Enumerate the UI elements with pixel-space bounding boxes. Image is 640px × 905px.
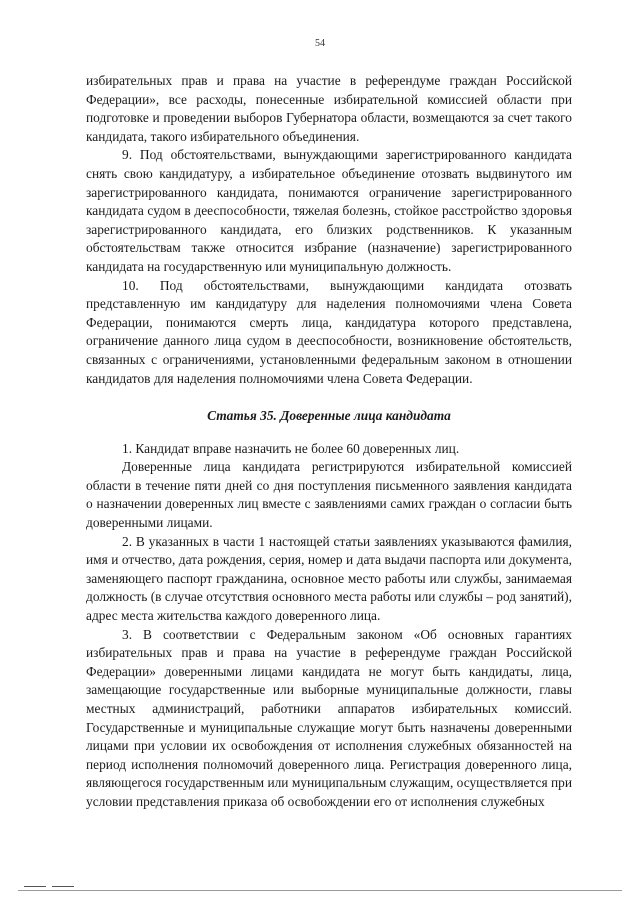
article-paragraph-3: 3. В соответствии с Федеральным законом «Об основных гарантиях избирательных прав и права на участие в референдуме граждан Российской Федерации» доверенными лицами кандидата не могут быть кандидаты, лица, замещающие государственные или выборные муниципальные должности, главы местных администраций, работники аппаратов избирательных комиссий. Государственные и муниципальные служащие могут быть назначены доверенными лицами при условии их освобождения от исполнения служебных обязанностей на период исполнения полномочий доверенного лица. Регистрация доверенного лица, являющегося государственным или муниципальным служащим, осуществляется при условии представления приказа об освобождении его от исполнения служебных (86, 626, 572, 809)
paragraph-item-9: 9. Под обстоятельствами, вынуждающими зарегистрированного кандидата снять свою кандидатуру, а избирательное объединение отозвать выдвинутого им зарегистрированного кандидата, понимаются ограничение зарегистрированного кандидата судом в дееспособности, тяжелая болезнь, стойкое расстройство здоровья зарегистрированного кандидата, его близких родственников. К указанным обстоятельствам также относится избрание (назначение) зарегистрированного кандидата на государственную или муниципальную должность. (86, 147, 572, 274)
paragraph-continuation: избирательных прав и права на участие в референдуме граждан Российской Федерации», все расходы, понесенные избирательной комиссией области при подготовке и проведении выборов Губернатора области, возмещаются за счет такого кандидата, такого избирательного объединения. (86, 73, 572, 144)
article-paragraph-registration: Доверенные лица кандидата регистрируются избирательной комиссией области в течение пяти дней со дня поступления письменного заявления кандидата о назначении доверенных лиц вместе с заявлениями самих граждан о согласии быть доверенными лицами. (86, 459, 572, 531)
scan-edge-mark (24, 886, 46, 887)
document-body (86, 72, 572, 812)
article-paragraph-1: 1. Кандидат вправе назначить не более 60 доверенных лиц. (122, 440, 460, 456)
paragraph-item-10: 10. Под обстоятельствами, вынуждающими кандидата отозвать представленную им кандидатуру для наделения полномочиями члена Совета Федерации, понимаются смерть лица, кандидатура которого представлена, ограничение данного лица судом в дееспособности, возникновение обстоятельств, связанных с ограничениями, установленными федеральным законом в отношении кандидатов для наделения полномочиями члена Совета Федерации. (86, 277, 572, 386)
scan-edge-mark (52, 886, 74, 887)
article-paragraph-2: 2. В указанных в части 1 настоящей статьи заявлениях указываются фамилия, имя и отчество, дата рождения, серия, номер и дата выдачи паспорта или документа, заменяющего паспорт гражданина, основное место работы или службы, занимаемая должность (в случае отсутствия основного места работы или службы – род занятий), адрес места жительства каждого доверенного лица. (86, 533, 572, 624)
article-heading: Статья 35. Доверенные лица кандидата (207, 408, 451, 424)
scan-edge-line (18, 890, 622, 891)
page-number: 54 (315, 38, 325, 49)
